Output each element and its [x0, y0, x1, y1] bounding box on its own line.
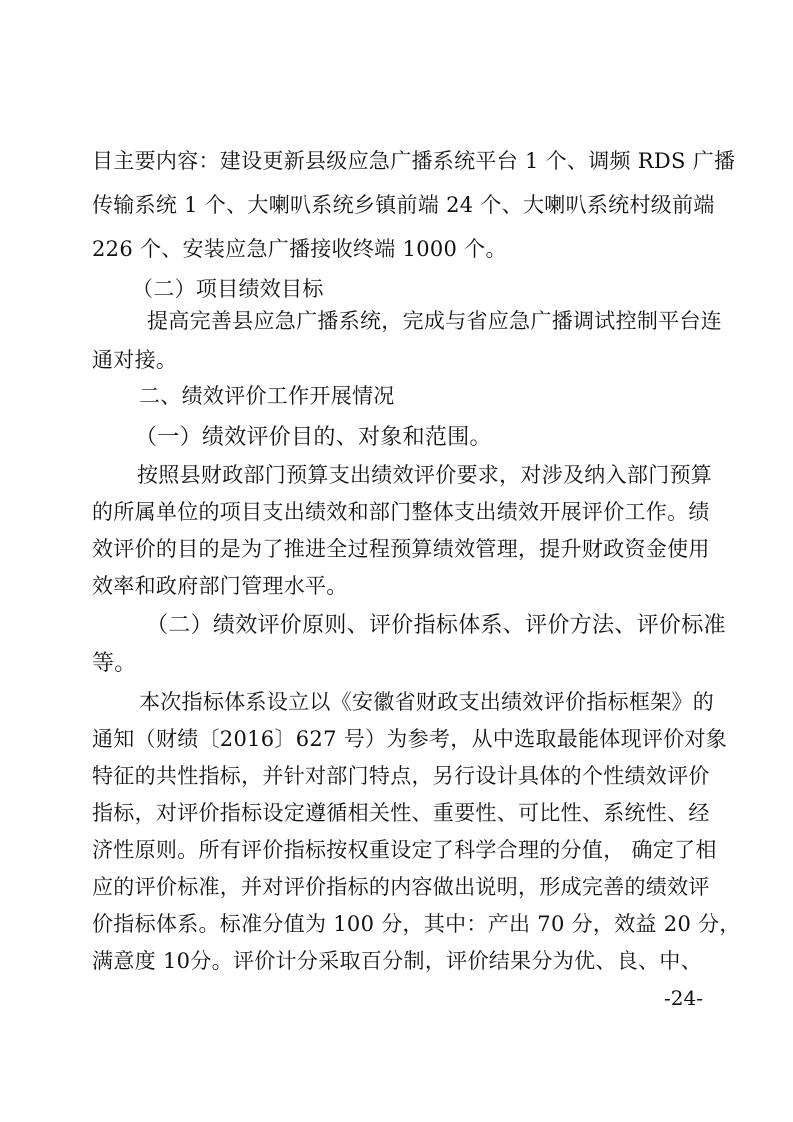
- page-number: -24-: [664, 986, 703, 1010]
- paragraph-line: 特征的共性指标，并针对部门特点，另行设计具体的个性绩效评价: [92, 764, 710, 788]
- paragraph-line: 按照县财政部门预算支出绩效评价要求，对涉及纳入部门预算: [137, 463, 713, 487]
- paragraph-line: 通知（财绩〔2016〕627 号）为参考，从中选取最能体现评价对象: [92, 727, 728, 751]
- paragraph-line: 传输系统 1 个、大喇叭系统乡镇前端 24 个、大喇叭系统村级前端: [92, 193, 715, 217]
- paragraph-line: 226 个、安装应急广播接收终端 1000 个。: [92, 237, 507, 261]
- paragraph-line: 应的评价标准，并对评价指标的内容做出说明，形成完善的绩效评: [92, 875, 710, 899]
- paragraph-line: 通对接。: [92, 348, 178, 372]
- section-heading-continuation: 等。: [92, 651, 137, 676]
- paragraph-line: 效率和政府部门管理水平。: [92, 574, 348, 598]
- paragraph-line: 提高完善县应急广播系统，完成与省应急广播调试控制平台连: [147, 309, 723, 333]
- section-heading: （二）项目绩效目标: [132, 277, 324, 301]
- paragraph-line: 济性原则。所有评价指标按权重设定了科学合理的分值， 确定了相: [92, 838, 717, 862]
- paragraph-line: 效评价的目的是为了推进全过程预算绩效管理，提升财政资金使用: [92, 537, 710, 561]
- paragraph-line: 本次指标体系设立以《安徽省财政支出绩效评价指标框架》的: [139, 690, 715, 714]
- section-heading: （二）绩效评价原则、评价指标体系、评价方法、评价标准: [146, 613, 726, 638]
- paragraph-line: 指标，对评价指标设定遵循相关性、重要性、可比性、系统性、经: [92, 801, 710, 825]
- paragraph-line: 目主要内容：建设更新县级应急广播系统平台 1 个、调频 RDS 广播: [92, 149, 736, 173]
- section-heading: （一）绩效评价目的、对象和范围。: [135, 425, 492, 450]
- section-heading: 二、绩效评价工作开展情况: [139, 384, 395, 408]
- paragraph-line: 满意度 10分。评价计分采取百分制，评价结果分为优、良、中、: [92, 949, 702, 973]
- paragraph-line: 的所属单位的项目支出绩效和部门整体支出绩效开展评价工作。绩: [92, 500, 710, 524]
- paragraph-line: 价指标体系。标准分值为 100 分，其中：产出 70 分，效益 20 分，: [92, 912, 741, 936]
